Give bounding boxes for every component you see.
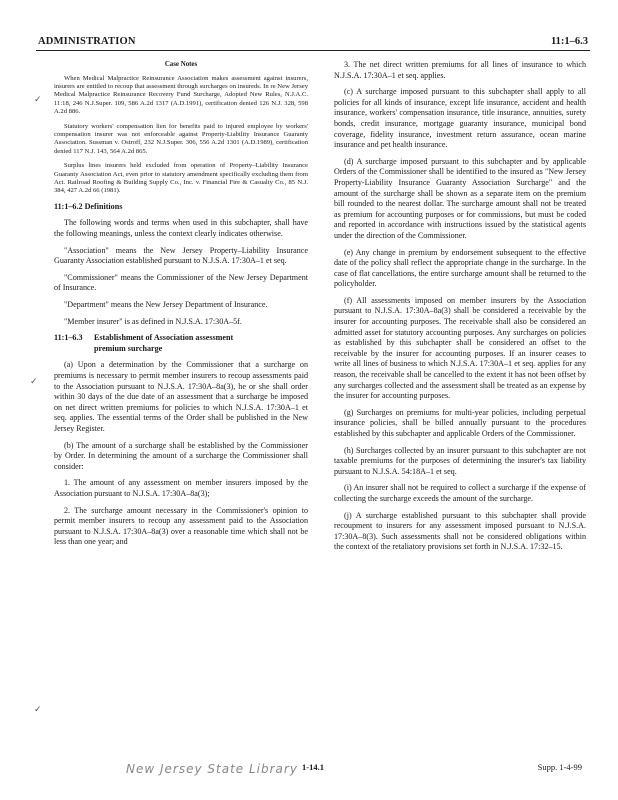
paragraph-j: (j) A surcharge established pursuant to this subchapter shall provide recoupment to insurers for any assessment imposed pursuant to N.J.S.A. 17:30A–8(3). Such assessments shall not be considered obligations within the context of the retaliatory provisions set forth in N.J.S.A. 17:32–15. [334,510,586,552]
definition-association: "Association" means the New Jersey Property–Liability Insurance Guaranty Association established pursuant to N.J.S.A. 17:30A–1 et seq. [54,245,308,266]
definition-department: "Department" means the New Jersey Department of Insurance. [64,300,268,310]
paragraph-b2: 2. The surcharge amount necessary in the Commissioner's opinion to permit member insurers to recoup any assessment paid to the Association pursuant to N.J.S.A. 17:30A–8a(3) over a reasonable time which shall not be less than one year; and [54,505,308,547]
margin-checkmark-icon: ✓ [30,376,38,386]
right-column [334,60,586,559]
paragraph-i: (i) An insurer shall not be required to collect a surcharge if the expense of collecting the surcharge exceeds the amount of the surcharge. [334,483,586,503]
paragraph-b: (b) The amount of a surcharge shall be established by the Commissioner by Order. In determining the amount of a surcharge the Commissioner shall consider: [54,440,308,471]
definition-commissioner: "Commissioner" means the Commissioner of the New Jersey Department of Insurance. [54,272,308,293]
paragraph-a: (a) Upon a determination by the Commissioner that a surcharge on premiums is necessary to permit member insurers to recoup assessments paid to the Association pursuant to N.J.S.A. 17:30A–8a(3), he or she shall order within 30 days of the due date of an assessment that a surcharge be imposed on net direct written premiums for policies to which N.J.S.A. 17:30A–1 et seq. applies. The essential terms of the Order shall be published in the New Jersey Register. [54,360,308,433]
paragraph-g: (g) Surcharges on premiums for multi-year policies, including perpetual insurance policies, shall be billed annually pursuant to the procedures established by this subchapter and applicable Orders of the Commissioner. [334,407,586,438]
paragraph-b3: 3. The net direct written premiums for all lines of insurance to which N.J.S.A. 17:30A–1 et seq. applies. [334,60,586,80]
page-number: 1-14.1 [302,762,324,772]
paragraph-b1: 1. The amount of any assessment on member insurers imposed by the Association pursuant to N.J.S.A. 17:30A–8a(3); [54,478,308,498]
case-notes-title: Case Notes [164,61,198,68]
margin-checkmark-icon: ✓ [34,704,42,714]
margin-checkmark-icon: ✓ [34,94,42,104]
section-number: 11:1–6.3 [54,333,83,343]
case-note: Surplus lines insurers held excluded from operation of Property–Liability Insurance Guaranty Association Act, even prior to statutory amendment specifically excluding them from Act. Railroad Roofing & Building Supply Co., Inc. v. Financial Fire & Casualty Co., 85 N.J. 384, 427 A.2d 66 (1981). [54,162,308,195]
supplement-date: Supp. 1-4-99 [537,762,582,772]
section-title-line2: premium surcharge [94,343,163,353]
definition-member-insurer: "Member insurer" is as defined in N.J.S.A. 17:30A–5f. [64,316,242,326]
case-note: Statutory workers' compensation lien for benefits paid to injured employee by workers' compensation insurer was not enforceable against Property-Liability Insurance Guaranty Association. Sussman v. Ostroff, 232 N.J.Super. 306, 556 A.2d 1301 (A.D.1989), certification denied 117 N.J. 143, 564 A.2d 865. [54,122,308,155]
left-column [54,60,308,554]
paragraph-h: (h) Surcharges collected by an insurer pursuant to this subchapter are not taxable premiums for the purposes of determining the insurer's tax liability pursuant to N.J.S.A. 54:18A–1 et seq. [334,445,586,476]
header-rule [36,50,590,51]
paragraph-f: (f) All assessments imposed on member insurers by the Association pursuant to N.J.S.A. 17:30A–8a(3) shall be considered a receivable by the insurer for accounting purposes. The receivable shall also be considered an admitted asset for statutory accounting purposes. Any surcharges on policies as established by this subchapter shall be considered an offset to the receivable by the insurer for accounting purposes. If an insurer ceases to write all lines of business to which N.J.S.A. 17:30A–1 et seq. applies for any reason, the receivable shall be cancelled to the extent it has not been offset by any surcharges collected and the assessment shall be treated as an expense by the insurer for accounting purposes. [334,295,586,401]
running-header-right: 11:1–6.3 [550,36,588,47]
section-heading-surcharge [54,333,308,354]
paragraph: The following words and terms when used in this subchapter, shall have the following meanings, unless the context clearly indicates otherwise. [54,218,308,239]
running-header-left: ADMINISTRATION [38,36,136,47]
library-watermark: New Jersey State Library [126,762,298,776]
section-title-line1: Establishment of Association assessment [94,333,234,343]
paragraph-d: (d) A surcharge imposed pursuant to this subchapter and by applicable Orders of the Commissioner shall be identified to the insured as "New Jersey Property-Liability Insurance Guaranty Association Surcharge" and the amount of the surcharge shall be shown as a separate item on the premium bill rounded to the nearest dollar. The surcharge amount shall not be treated as premium for accounting purposes or for commissions, but must be coded and reported in accordance with instructions issued by the statistical agents under the direction of the Commissioner. [334,156,586,240]
paragraph-e: (e) Any change in premium by endorsement subsequent to the effective date of the policy shall reflect the appropriate change in the surcharge. In the case of flat cancellations, the entire surcharge amount shall be returned to the policyholder. [334,247,586,289]
section-heading-definitions: 11:1–6.2 Definitions [54,201,123,211]
case-note: When Medical Malpractice Reinsurance Association makes assessment against insurers, insurers are entitled to recoup that assessment through surcharges on insureds. In re New Jersey Medical Malpractice Reinsurance Recovery Fund Surcharge, Adopted New Rules, N.J.A.C. 11:18, 246 N.J.Super. 109, 586 A.2d 1317 (A.D.1991), certification denied 126 N.J. 328, 598 A.2d 886. [54,74,308,116]
paragraph-c: (c) A surcharge imposed pursuant to this subchapter shall apply to all policies for all kinds of insurance, except life insurance, accident and health insurance, workers' compensation insurance, title insurance, annuities, surety bonds, credit insurance, mortgage guaranty insurance, municipal bond coverage, fidelity insurance, investment return assurance, ocean marine insurance and pet health insurance. [334,87,586,150]
